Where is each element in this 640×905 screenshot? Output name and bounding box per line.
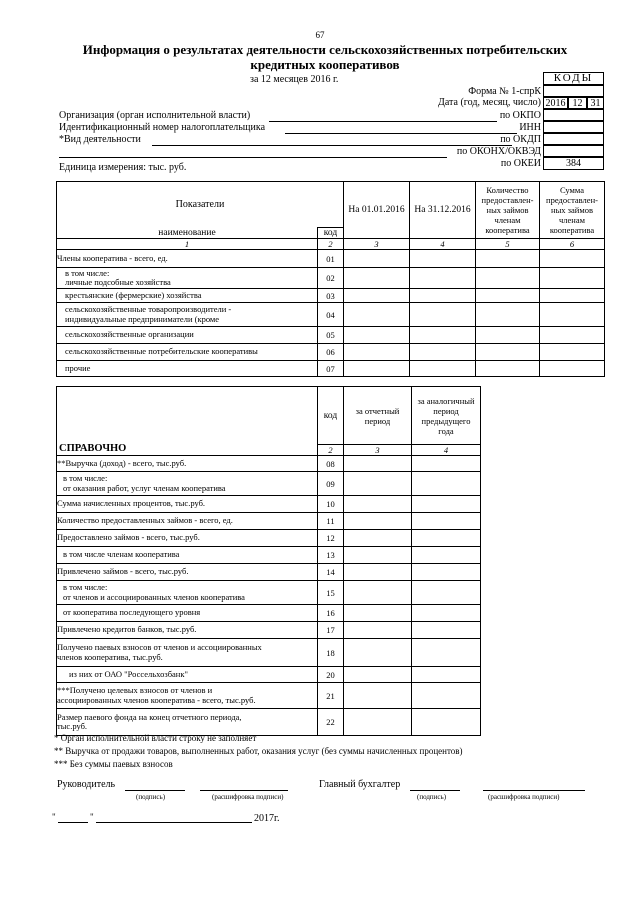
value-cell[interactable]	[476, 361, 540, 377]
form-title: Информация о результатах деятельности сельскохозяйственных потребительских кредитных кооперативов	[82, 42, 568, 72]
date-day: 31	[587, 97, 604, 109]
header-loans-count: Количество предоставлен-ных займов членам кооператива	[476, 182, 540, 239]
row-label: Получено паевых взносов от членов и ассоциированных членов кооператива, тыс.руб.	[57, 639, 318, 667]
head-transcript-caption: (расшифровка подписи)	[212, 793, 284, 801]
value-cell[interactable]	[344, 547, 412, 564]
table-row	[57, 581, 481, 605]
row-label: Размер паевого фонда на конец отчетного периода, тыс.руб.	[57, 709, 318, 736]
value-cell[interactable]	[410, 361, 476, 377]
report-period: за 12 месяцев 2016 г.	[250, 74, 339, 85]
value-cell[interactable]	[410, 268, 476, 289]
date-year: 2016	[543, 97, 568, 109]
row-label: сельскохозяйственные товаропроизводители - индивидуальные предприниматели (кроме	[57, 303, 318, 327]
chief-transcript-line[interactable]	[483, 790, 585, 791]
value-cell[interactable]	[412, 709, 481, 736]
table-row	[57, 667, 481, 683]
value-cell[interactable]	[412, 496, 481, 513]
row-code: 14	[318, 564, 344, 581]
unit-label: Единица измерения: тыс. руб.	[59, 162, 187, 173]
okdp-code-cell[interactable]	[543, 133, 604, 145]
value-cell[interactable]	[412, 547, 481, 564]
row-label: Привлечено займов - всего, тыс.руб.	[57, 564, 318, 581]
value-cell[interactable]	[344, 250, 410, 268]
okpo-label: по ОКПО	[499, 110, 541, 121]
row-code: 03	[318, 289, 344, 303]
row-code: 07	[318, 361, 344, 377]
value-cell[interactable]	[476, 344, 540, 361]
footnote-2: ** Выручка от продажи товаров, выполненных работ, оказания услуг (без суммы начисленных процентов)	[54, 746, 463, 756]
row-label: **Выручка (доход) - всего, тыс.руб.	[57, 456, 318, 472]
okdp-label: по ОКДП	[500, 134, 541, 145]
row-label: сельскохозяйственные потребительские кооперативы	[57, 344, 318, 361]
row-label: в том числе членам кооператива	[57, 547, 318, 564]
value-cell[interactable]	[344, 667, 412, 683]
value-cell[interactable]	[412, 605, 481, 622]
header-code: код	[318, 228, 344, 239]
value-cell[interactable]	[476, 327, 540, 344]
value-cell[interactable]	[344, 709, 412, 736]
date-year-text: 2017г.	[254, 813, 280, 824]
row-label: в том числе: личные подсобные хозяйства	[57, 268, 318, 289]
value-cell[interactable]	[344, 361, 410, 377]
head-signature-caption: (подпись)	[136, 793, 166, 801]
chief-transcript-caption: (расшифровка подписи)	[488, 793, 560, 801]
value-cell[interactable]	[476, 289, 540, 303]
table-row	[57, 530, 481, 547]
header-date-1: На 01.01.2016	[344, 182, 410, 239]
table-row	[57, 303, 605, 327]
header-name: наименование	[57, 228, 318, 239]
table-row	[57, 456, 481, 472]
row-label: ***Получено целевых взносов от членов и ассоциированных членов кооператива - всего, тыс.руб.	[57, 683, 318, 709]
table-row	[57, 709, 481, 736]
footnote-1: * Орган исполнительной власти строку не заполняет	[54, 733, 257, 743]
column-index-row: 1 2 3 4 5 6	[57, 239, 605, 250]
reference-table	[56, 386, 481, 736]
row-code: 09	[318, 472, 344, 496]
row-code: 18	[318, 639, 344, 667]
row-code: 13	[318, 547, 344, 564]
row-code: 01	[318, 250, 344, 268]
value-cell[interactable]	[410, 327, 476, 344]
value-cell[interactable]	[476, 268, 540, 289]
header-indicators: Показатели	[57, 182, 344, 228]
row-code: 17	[318, 622, 344, 639]
row-code: 06	[318, 344, 344, 361]
row-code: 15	[318, 581, 344, 605]
value-cell[interactable]	[344, 683, 412, 709]
value-cell[interactable]	[410, 289, 476, 303]
header-loans-sum: Сумма предоставлен-ных займов членам кооператива	[540, 182, 605, 239]
row-label: в том числе: от членов и ассоциированных членов кооператива	[57, 581, 318, 605]
value-cell[interactable]	[412, 667, 481, 683]
date-quote-close: "	[90, 812, 94, 822]
value-cell[interactable]	[344, 639, 412, 667]
header-reference: СПРАВОЧНО	[57, 387, 318, 456]
head-transcript-line[interactable]	[200, 790, 288, 791]
value-cell[interactable]	[344, 564, 412, 581]
table-row	[57, 622, 481, 639]
table-row	[57, 472, 481, 496]
value-cell[interactable]	[412, 456, 481, 472]
row-label: Сумма начисленных процентов, тыс.руб.	[57, 496, 318, 513]
table-row	[57, 250, 605, 268]
activity-input-line-2[interactable]	[59, 157, 447, 158]
value-cell[interactable]	[344, 605, 412, 622]
value-cell[interactable]	[344, 513, 412, 530]
date-month: 12	[568, 97, 587, 109]
page-number: 67	[315, 30, 325, 40]
value-cell[interactable]	[540, 289, 605, 303]
row-label: Предоставлено займов - всего, тыс.руб.	[57, 530, 318, 547]
value-cell[interactable]	[540, 250, 605, 268]
date-label: Дата (год, месяц, число)	[438, 97, 541, 108]
row-code: 20	[318, 667, 344, 683]
okpo-code-cell[interactable]	[543, 109, 604, 121]
row-code: 05	[318, 327, 344, 344]
table-row	[57, 289, 605, 303]
value-cell[interactable]	[344, 530, 412, 547]
row-code: 10	[318, 496, 344, 513]
date-quote-open: "	[52, 812, 56, 822]
value-cell[interactable]	[344, 303, 410, 327]
value-cell[interactable]	[344, 496, 412, 513]
okonh-label: по ОКОНХ/ОКВЭД	[456, 146, 541, 157]
okei-label: по ОКЕИ	[500, 158, 541, 169]
footnote-3: *** Без суммы паевых взносов	[54, 759, 173, 769]
value-cell[interactable]	[540, 361, 605, 377]
value-cell[interactable]	[344, 289, 410, 303]
value-cell[interactable]	[344, 327, 410, 344]
value-cell[interactable]	[344, 344, 410, 361]
row-label: в том числе: от оказания работ, услуг членам кооператива	[57, 472, 318, 496]
inn-input-line[interactable]	[285, 133, 517, 134]
value-cell[interactable]	[344, 456, 412, 472]
chief-accountant-label: Главный бухгалтер	[319, 779, 401, 790]
value-cell[interactable]	[410, 250, 476, 268]
value-cell[interactable]	[344, 622, 412, 639]
value-cell[interactable]	[412, 564, 481, 581]
table-row	[57, 268, 605, 289]
form-code-cell	[543, 85, 604, 97]
value-cell[interactable]	[412, 513, 481, 530]
value-cell[interactable]	[412, 472, 481, 496]
header-previous-period: за аналогичный период предыдущего года	[412, 387, 481, 445]
org-label: Организация (орган исполнительной власти)	[59, 110, 251, 121]
chief-signature-caption: (подпись)	[417, 793, 447, 801]
value-cell[interactable]	[412, 530, 481, 547]
value-cell[interactable]	[344, 472, 412, 496]
row-label: от кооператива последующего уровня	[57, 605, 318, 622]
okonh-code-cell[interactable]	[543, 145, 604, 157]
activity-label: *Вид деятельности	[59, 134, 141, 145]
value-cell[interactable]	[540, 268, 605, 289]
value-cell[interactable]	[476, 303, 540, 327]
value-cell[interactable]	[540, 303, 605, 327]
value-cell[interactable]	[412, 639, 481, 667]
table-row	[57, 361, 605, 377]
date-day-line[interactable]	[58, 822, 88, 823]
value-cell[interactable]	[476, 250, 540, 268]
table-row	[57, 683, 481, 709]
table-row	[57, 344, 605, 361]
row-code: 21	[318, 683, 344, 709]
value-cell[interactable]	[412, 581, 481, 605]
form-label: Форма № 1-спрК	[468, 86, 541, 97]
inn-label: ИНН	[519, 122, 541, 133]
header-code-2: код	[318, 387, 344, 445]
row-code: 08	[318, 456, 344, 472]
value-cell[interactable]	[344, 268, 410, 289]
row-code: 02	[318, 268, 344, 289]
header-date-2: На 31.12.2016	[410, 182, 476, 239]
value-cell[interactable]	[344, 581, 412, 605]
row-label: Количество предоставленных займов - всего, ед.	[57, 513, 318, 530]
row-code: 22	[318, 709, 344, 736]
date-month-line[interactable]	[96, 822, 252, 823]
row-code: 11	[318, 513, 344, 530]
row-code: 16	[318, 605, 344, 622]
header-current-period: за отчетный период	[344, 387, 412, 445]
chief-signature-line[interactable]	[410, 790, 460, 791]
table-row	[57, 547, 481, 564]
table-row	[57, 327, 605, 344]
head-label: Руководитель	[57, 779, 116, 790]
row-label: Члены кооператива - всего, ед.	[57, 250, 318, 268]
row-code: 12	[318, 530, 344, 547]
row-label: сельскохозяйственные организации	[57, 327, 318, 344]
value-cell[interactable]	[412, 622, 481, 639]
org-input-line[interactable]	[269, 121, 497, 122]
table-row	[57, 564, 481, 581]
okei-code-cell: 384	[543, 157, 604, 170]
row-code: 04	[318, 303, 344, 327]
column-index-row-2: 2 3 4	[57, 445, 481, 456]
row-label: прочие	[57, 361, 318, 377]
inn-label-left: Идентификационный номер налогоплательщика	[59, 122, 266, 133]
table-row	[57, 513, 481, 530]
value-cell[interactable]	[540, 344, 605, 361]
codes-header: КОДЫ	[543, 72, 604, 85]
row-label: Привлечено кредитов банков, тыс.руб.	[57, 622, 318, 639]
members-table	[56, 181, 605, 377]
value-cell[interactable]	[540, 327, 605, 344]
table-row	[57, 605, 481, 622]
head-signature-line[interactable]	[125, 790, 185, 791]
value-cell[interactable]	[410, 303, 476, 327]
row-label: из них от ОАО "Россельхозбанк"	[57, 667, 318, 683]
table-row	[57, 639, 481, 667]
value-cell[interactable]	[410, 344, 476, 361]
activity-input-line[interactable]	[152, 145, 512, 146]
inn-code-cell[interactable]	[543, 121, 604, 133]
value-cell[interactable]	[412, 683, 481, 709]
table-row	[57, 496, 481, 513]
row-label: крестьянские (фермерские) хозяйства	[57, 289, 318, 303]
